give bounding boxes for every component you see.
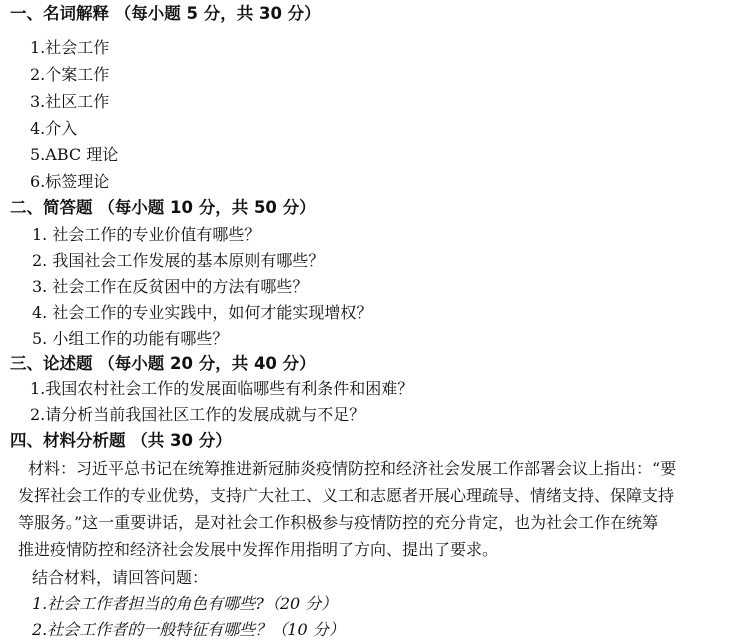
section-heading-3: 三、论述题 （每小题 20 分，共 40 分） bbox=[10, 354, 316, 373]
material-line: 材料：习近平总书记在统筹推进新冠肺炎疫情防控和经济社会发展工作部署会议上指出：“要 bbox=[28, 459, 677, 478]
list-item: 5.ABC 理论 bbox=[30, 145, 119, 164]
list-item: 1.社会工作 bbox=[30, 38, 110, 57]
material-line: 发挥社会工作的专业优势，支持广大社工、义工和志愿者开展心理疏导、情绪支持、保障支持 bbox=[18, 486, 675, 505]
question-prompt: 结合材料，请回答问题： bbox=[32, 568, 209, 587]
material-line: 推进疫情防控和经济社会发展中发挥作用指明了方向、提出了要求。 bbox=[18, 540, 499, 559]
question-item: 1.社会工作者担当的角色有哪些?（20 分） bbox=[32, 594, 338, 613]
list-item: 5. 小组工作的功能有哪些？ bbox=[32, 329, 229, 348]
list-item: 4. 社会工作的专业实践中，如何才能实现增权？ bbox=[32, 303, 373, 322]
list-item: 4.介入 bbox=[30, 119, 78, 138]
list-item: 3.社区工作 bbox=[30, 92, 110, 111]
section-heading-1: 一、名词解释 （每小题 5 分，共 30 分） bbox=[10, 4, 321, 23]
section-heading-4: 四、材料分析题 （共 30 分） bbox=[10, 431, 232, 450]
section-heading-2: 二、简答题 （每小题 10 分，共 50 分） bbox=[10, 198, 316, 217]
list-item: 2. 我国社会工作发展的基本原则有哪些？ bbox=[32, 251, 325, 270]
list-item: 2.请分析当前我国社区工作的发展成就与不足？ bbox=[30, 405, 366, 424]
material-line: 等服务。”这一重要讲话，是对社会工作积极参与疫情防控的充分肯定，也为社会工作在统筹 bbox=[18, 513, 659, 532]
list-item: 3. 社会工作在反贫困中的方法有哪些？ bbox=[32, 277, 309, 296]
list-item: 1. 社会工作的专业价值有哪些？ bbox=[32, 225, 261, 244]
list-item: 1.我国农村社会工作的发展面临哪些有利条件和困难？ bbox=[30, 379, 414, 398]
list-item: 2.个案工作 bbox=[30, 65, 110, 84]
list-item: 6.标签理论 bbox=[30, 172, 110, 191]
question-item: 2.社会工作者的一般特征有哪些？（10 分） bbox=[32, 620, 345, 639]
